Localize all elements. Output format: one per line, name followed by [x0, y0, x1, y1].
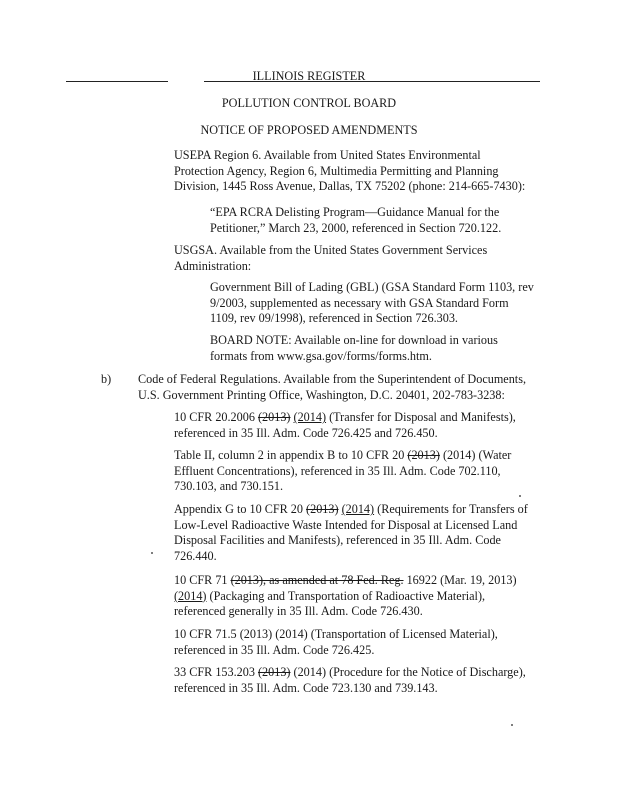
cfr-entry-line: referenced in 35 Ill. Adm. Code 726.425.: [174, 642, 375, 657]
cfr-entry-line: 730.103, and 730.151.: [174, 479, 284, 494]
inserted-text: (2014): [174, 588, 207, 603]
cfr-entry-line: [174, 448, 511, 464]
cfr-entry-71-5: [174, 627, 498, 658]
usepa-paragraph: [174, 148, 525, 195]
gbl-line-3: 1109, rev 09/1998), referenced in Section 726.303.: [210, 311, 458, 326]
cfr-text: Appendix G to 10 CFR 20: [174, 502, 307, 516]
board-note-line-1: BOARD NOTE: Available on-line for download in various: [210, 333, 498, 347]
scan-speck: [519, 495, 521, 497]
cfr-entry-line: [174, 665, 526, 681]
inserted-text: (2014): [341, 502, 375, 516]
agency-name: POLLUTION CONTROL BOARD: [221, 96, 397, 110]
register-title: ILLINOIS REGISTER: [252, 69, 366, 83]
cfr-text: (2014) (Procedure for the Notice of Discharge),: [290, 665, 526, 679]
cfr-entry-line: 726.440.: [174, 548, 217, 563]
cfr-entry-line: referenced generally in 35 Ill. Adm. Code 726.430.: [174, 604, 423, 619]
board-note-line-2: formats from www.gsa.gov/forms/forms.htm.: [210, 348, 432, 363]
struck-text: (2013): [407, 448, 440, 462]
cfr-entry-line: [174, 589, 517, 605]
struck-text: (2013): [306, 502, 339, 516]
usepa-line-3: Division, 1445 Ross Avenue, Dallas, TX 75202 (phone: 214-665-7430):: [174, 179, 526, 194]
section-b-paragraph: [138, 372, 526, 403]
section-b-label: b): [101, 372, 112, 386]
notice-title: NOTICE OF PROPOSED AMENDMENTS: [200, 123, 418, 137]
struck-text: (2013), as amended at 78 Fed. Reg.: [230, 573, 404, 587]
gbl-line-2: 9/2003, supplemented as necessary with GSA Standard Form: [210, 295, 509, 310]
cfr-entry-table-ii: [174, 448, 511, 495]
usgsa-line-2: Administration:: [174, 258, 252, 273]
scan-speck: [151, 552, 153, 554]
cfr-entry-line: Effluent Concentrations), referenced in 35 Ill. Adm. Code 702.110,: [174, 463, 501, 478]
usepa-line-2: Protection Agency, Region 6, Multimedia Permitting and Planning: [174, 163, 499, 178]
cfr-entry-line: referenced in 35 Ill. Adm. Code 726.425 and 726.450.: [174, 425, 438, 440]
cfr-text: 33 CFR 153.203: [174, 665, 258, 679]
cfr-entry-appendix-g: [174, 502, 528, 564]
cfr-entry-line: [174, 410, 516, 426]
gbl-reference: [210, 280, 534, 327]
epa-delisting-reference: [210, 205, 501, 236]
cfr-entry-line: [174, 573, 517, 589]
usgsa-paragraph: [174, 243, 487, 274]
epa-ref-line-1: “EPA RCRA Delisting Program—Guidance Manual for the: [210, 205, 500, 219]
cfr-text: 10 CFR 71: [174, 573, 231, 587]
cfr-entry-line: [174, 502, 528, 518]
cfr-text: 10 CFR 20.2006: [174, 410, 258, 424]
cfr-text: (2014) (Water: [439, 448, 512, 462]
cfr-entry-line: referenced in 35 Ill. Adm. Code 723.130 and 739.143.: [174, 680, 438, 695]
cfr-text: (Packaging and Transportation of Radioactive Material),: [206, 588, 486, 603]
struck-text: (2013): [257, 665, 291, 679]
scan-speck: [511, 724, 513, 726]
cfr-text: Table II, column 2 in appendix B to 10 CFR 20: [174, 448, 408, 462]
cfr-entry-line: Low-Level Radioactive Waste Intended for Disposal at Licensed Land: [174, 517, 518, 532]
board-note: [210, 333, 498, 364]
struck-text: (2013): [257, 410, 291, 424]
cfr-entry-20-2006: [174, 410, 516, 441]
gbl-line-1: Government Bill of Lading (GBL) (GSA Standard Form 1103, rev: [210, 280, 534, 294]
cfr-entry-line: Disposal Facilities and Manifests), referenced in 35 Ill. Adm. Code: [174, 533, 501, 548]
usgsa-line-1: USGSA. Available from the United States Government Services: [174, 243, 488, 257]
cfr-entry-33-cfr: [174, 665, 526, 696]
cfr-entry-line: 10 CFR 71.5 (2013) (2014) (Transportation of Licensed Material),: [174, 627, 498, 641]
section-b-line-2: U.S. Government Printing Office, Washington, D.C. 20401, 202-783-3238:: [138, 387, 505, 402]
epa-ref-line-2: Petitioner,” March 23, 2000, referenced in Section 720.122.: [210, 220, 502, 235]
cfr-text: 16922 (Mar. 19, 2013): [403, 573, 517, 587]
usepa-line-1: USEPA Region 6. Available from United States Environmental: [174, 148, 481, 162]
section-b-line-1: Code of Federal Regulations. Available from the Superintendent of Documents,: [138, 372, 526, 386]
inserted-text: (2014): [293, 410, 327, 424]
cfr-entry-10-cfr-71: [174, 573, 517, 620]
cfr-text: (Requirements for Transfers of: [374, 502, 528, 516]
cfr-text: (Transfer for Disposal and Manifests),: [326, 410, 516, 424]
